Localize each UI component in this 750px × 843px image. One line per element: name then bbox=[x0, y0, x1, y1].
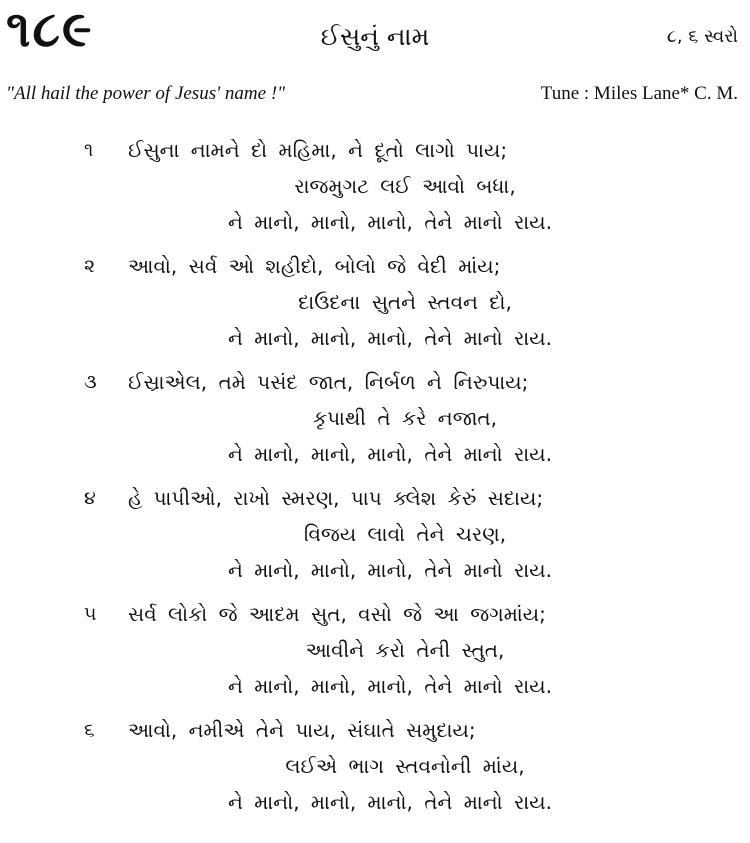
verse-number: ૨ bbox=[84, 255, 96, 277]
verse-line: ઈસુના નામને દો મહિમા, ને દૂતો લાગો પાય; bbox=[128, 138, 508, 162]
verse-number: ૪ bbox=[84, 487, 96, 509]
verse-line: ઈસ્રાએલ, તમે પસંદ જાત, નિર્બળ ને નિરુપાય; bbox=[128, 370, 529, 394]
refrain-line: ને માનો, માનો, માનો, તેને માનો રાય. bbox=[228, 210, 552, 234]
verse bbox=[0, 596, 750, 712]
verse-line: દાઉદના સુતને સ્તવન દો, bbox=[298, 290, 512, 314]
verse-line: વિજય લાવો તેને ચરણ, bbox=[303, 522, 507, 546]
verse bbox=[0, 248, 750, 364]
verse-line: રાજમુગટ લઈ આવો બધા, bbox=[294, 174, 516, 198]
meter: ૮, ૬ સ્વરો bbox=[666, 26, 738, 47]
verse-line: કૃપાથી તે કરે નજાત, bbox=[312, 406, 498, 430]
verse-number: ૩ bbox=[84, 371, 97, 393]
verse bbox=[0, 132, 750, 248]
verse-line: આવો, નમીએ તેને પાય, સંઘાતે સમુદાય; bbox=[128, 718, 476, 742]
verses bbox=[0, 132, 750, 828]
verse-number: ૧ bbox=[84, 139, 94, 161]
verse-line: હે પાપીઓ, રાખો સ્મરણ, પાપ ક્લેશ કેરું સદાય; bbox=[128, 486, 544, 510]
refrain-line: ને માનો, માનો, માનો, તેને માનો રાય. bbox=[228, 790, 552, 814]
verse-line: આવીને કરો તેની સ્તુત, bbox=[305, 638, 505, 662]
verse-line: લઈએ ભાગ સ્તવનોની માંય, bbox=[285, 754, 525, 778]
refrain-line: ને માનો, માનો, માનો, તેને માનો રાય. bbox=[228, 326, 552, 350]
refrain-line: ને માનો, માનો, માનો, તેને માનો રાય. bbox=[228, 442, 552, 466]
verse bbox=[0, 480, 750, 596]
refrain-line: ને માનો, માનો, માનો, તેને માનો રાય. bbox=[228, 674, 552, 698]
verse bbox=[0, 364, 750, 480]
verse bbox=[0, 712, 750, 828]
english-title: "All hail the power of Jesus' name !" bbox=[6, 83, 286, 104]
refrain-line: ને માનો, માનો, માનો, તેને માનો રાય. bbox=[228, 558, 552, 582]
hymn-title: ઈસુનું નામ bbox=[320, 22, 430, 51]
verse-number: ૫ bbox=[84, 603, 97, 625]
verse-line: આવો, સર્વ ઓ શહીદો, બોલો જે વેદી માંય; bbox=[128, 254, 501, 278]
tune-label: Tune : Miles Lane* C. M. bbox=[540, 83, 738, 104]
verse-number: ૬ bbox=[84, 719, 95, 741]
hymn-number: ૧૮૯ bbox=[6, 0, 94, 58]
verse-line: સર્વ લોકો જે આદમ સુત, વસો જે આ જગમાંય; bbox=[128, 602, 546, 626]
